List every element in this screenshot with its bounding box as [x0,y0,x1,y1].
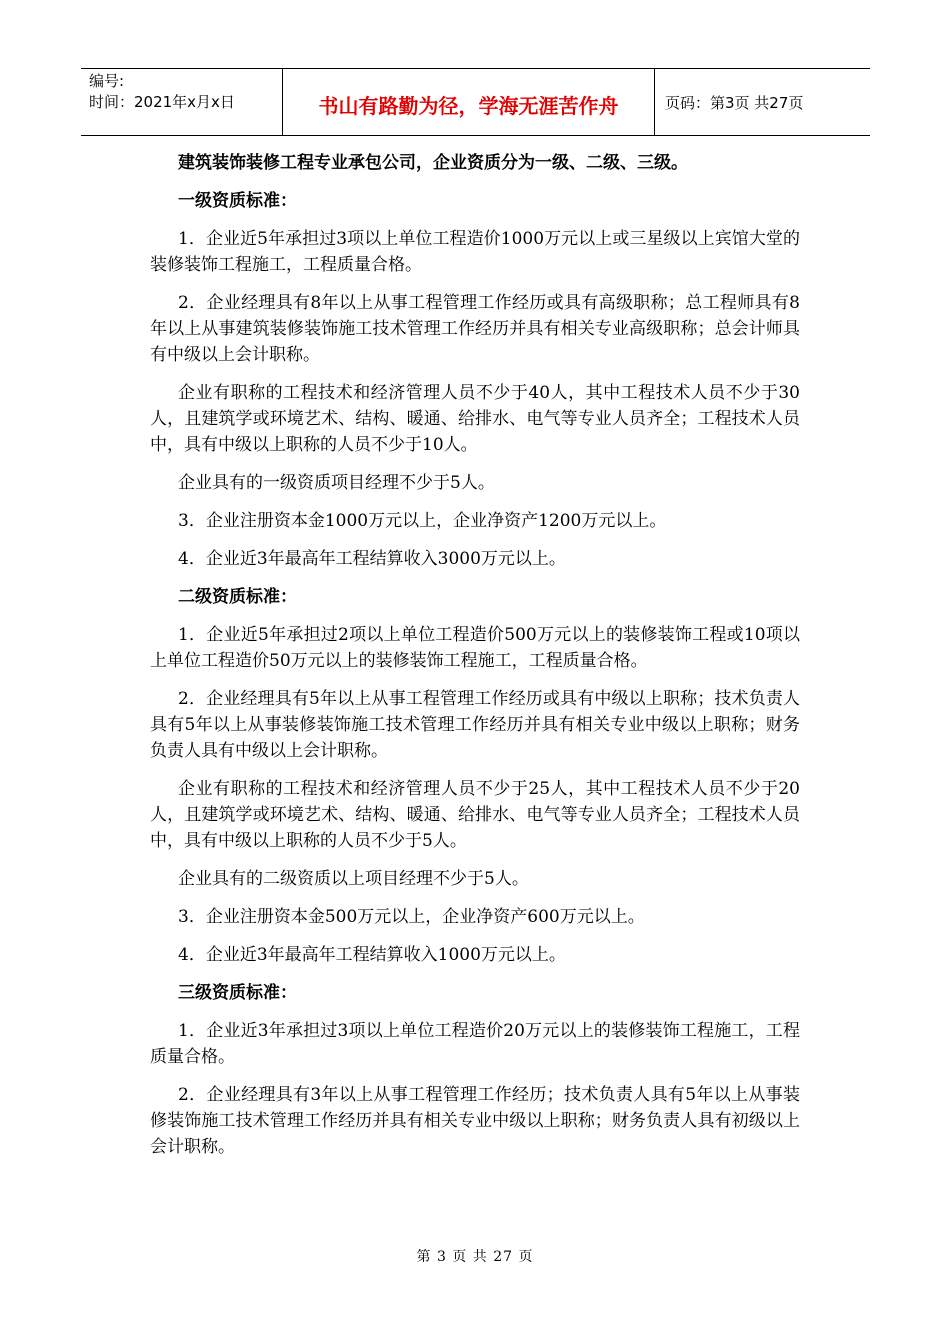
section-heading: 三级资质标准： [178,983,297,1003]
paragraph-gap [150,610,800,622]
paragraph: 3．企业注册资本金1000万元以上，企业净资产1200万元以上。 [178,511,667,531]
paragraph-gap [150,572,800,584]
paragraph: 2．企业经理具有8年以上从事工程管理工作经历或具有高级职称；总工程师具有8年以上从事建筑装修装饰施工技术管理工作经历并具有相关专业高级职称；总会计师具有中级以上会计职称。 [150,293,800,365]
paragraph-gap [150,968,800,980]
paragraph: 1．企业近5年承担过3项以上单位工程造价1000万元以上或三星级以上宾馆大堂的装修装饰工程施工，工程质量合格。 [150,229,800,275]
header-motto: 书山有路勤为径，学海无涯苦作舟 [283,69,655,135]
paragraph-gap [150,1006,800,1018]
paragraph-gap [150,496,800,508]
paragraph-gap [150,892,800,904]
header-meta [81,69,283,135]
section-heading: 一级资质标准： [178,191,297,211]
paragraph-gap [150,368,800,380]
paragraph: 3．企业注册资本金500万元以上，企业净资产600万元以上。 [178,907,645,927]
paragraph: 1．企业近3年承担过3项以上单位工程造价20万元以上的装修装饰工程施工，工程质量合格。 [150,1021,800,1067]
paragraph: 企业具有的二级资质以上项目经理不少于5人。 [178,869,529,889]
code-label: 编号: [89,72,125,90]
paragraph-gap [150,674,800,686]
page-header [81,68,870,136]
time-label: 时间：2021年x月x日 [89,93,235,111]
paragraph: 2．企业经理具有3年以上从事工程管理工作经历；技术负责人具有5年以上从事装修装饰施工技术管理工作经历并具有相关专业中级以上职称；财务负责人具有初级以上会计职称。 [150,1085,800,1157]
document-body [150,150,800,1160]
paragraph-gap [150,854,800,866]
paragraph-gap [150,176,800,188]
paragraph: 企业具有的一级资质项目经理不少于5人。 [178,473,495,493]
header-page-info: 页码：第3页 共27页 [665,93,804,112]
section-heading: 建筑装饰装修工程专业承包公司，企业资质分为一级、二级、三级。 [178,153,688,173]
paragraph: 4．企业近3年最高年工程结算收入3000万元以上。 [178,549,566,569]
paragraph-gap [150,764,800,776]
paragraph-gap [150,278,800,290]
paragraph: 企业有职称的工程技术和经济管理人员不少于40人，其中工程技术人员不少于30人，且建筑学或环境艺术、结构、暖通、给排水、电气等专业人员齐全；工程技术人员中，具有中级以上职称的人员不少于10人。 [150,383,800,455]
page-footer: 第 3 页 共 27 页 [416,1249,534,1265]
paragraph-gap [150,214,800,226]
paragraph: 企业有职称的工程技术和经济管理人员不少于25人，其中工程技术人员不少于20人，且建筑学或环境艺术、结构、暖通、给排水、电气等专业人员齐全；工程技术人员中，具有中级以上职称的人员不少于5人。 [150,779,800,851]
paragraph-gap [150,1070,800,1082]
paragraph: 4．企业近3年最高年工程结算收入1000万元以上。 [178,945,566,965]
section-heading: 二级资质标准： [178,587,297,607]
paragraph-gap [150,534,800,546]
paragraph-gap [150,458,800,470]
paragraph: 1．企业近5年承担过2项以上单位工程造价500万元以上的装修装饰工程或10项以上单位工程造价50万元以上的装修装饰工程施工，工程质量合格。 [150,625,800,671]
paragraph: 2．企业经理具有5年以上从事工程管理工作经历或具有中级以上职称；技术负责人具有5年以上从事装修装饰施工技术管理工作经历并具有相关专业中级以上职称；财务负责人具有中级以上会计职称。 [150,689,800,761]
paragraph-gap [150,930,800,942]
